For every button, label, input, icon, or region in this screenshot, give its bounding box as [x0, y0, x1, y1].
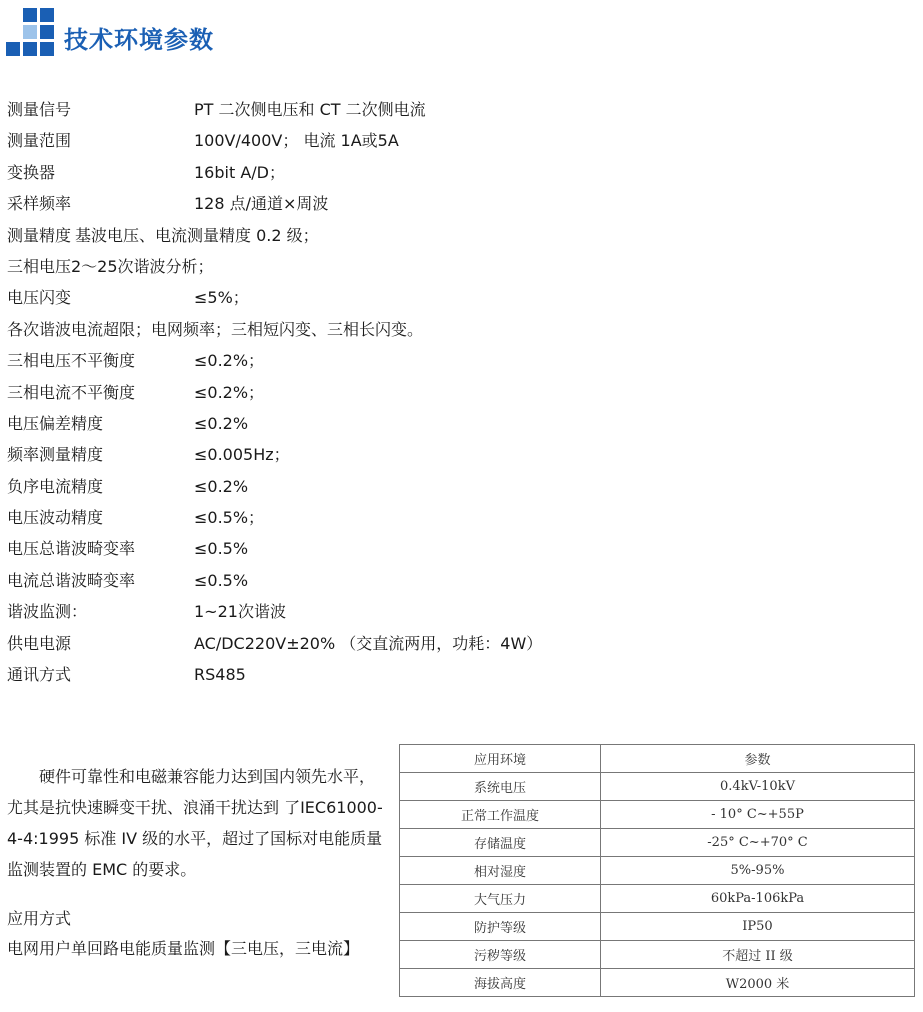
- table-row: [400, 857, 915, 885]
- spec-label: 电压波动精度: [7, 508, 104, 528]
- spec-value: 基波电压、电流测量精度 0.2 级；: [75, 225, 319, 245]
- spec-row: [7, 471, 907, 502]
- table-header-cell: 参数: [601, 745, 915, 773]
- spec-row: [7, 565, 907, 596]
- spec-label: 电压偏差精度: [7, 413, 104, 433]
- table-row: [400, 913, 915, 941]
- spec-row: [7, 377, 907, 408]
- env-name-cell: 相对湿度: [400, 857, 601, 885]
- spec-row: [7, 251, 907, 282]
- table-header-row: [400, 745, 915, 773]
- table-row: [400, 773, 915, 801]
- spec-label: 电压闪变: [7, 288, 72, 308]
- spec-row: [7, 282, 907, 313]
- spec-label: 采样频率: [7, 194, 72, 214]
- application-text: 电网用户单回路电能质量监测【三电压，三电流】: [7, 939, 360, 958]
- blue-squares-logo-icon: [6, 8, 54, 56]
- spec-label: 三相电压不平衡度: [7, 351, 136, 371]
- spec-label: 测量范围: [7, 131, 72, 151]
- description-paragraph: [7, 761, 387, 885]
- spec-row: [7, 188, 907, 219]
- spec-row: [7, 94, 907, 125]
- table-row: [400, 885, 915, 913]
- spec-label: 测量精度: [7, 225, 72, 245]
- env-value-cell: - 10° C~+55P: [601, 801, 915, 829]
- table-row: [400, 969, 915, 997]
- spec-label: 测量信号: [7, 100, 72, 119]
- env-value-cell: 不超过 II 级: [601, 941, 915, 969]
- env-name-cell: 正常工作温度: [400, 801, 601, 829]
- env-name-cell: 存储温度: [400, 829, 601, 857]
- description-text: 硬件可靠性和电磁兼容能力达到国内领先水平，尤其是抗快速瞬变干扰、浪涌干扰达到 了IEC61000-4-4:1995 标准 IV 级的水平，超过了国标对电能质量监测装置的 EMC 的要求。: [7, 767, 383, 879]
- spec-label: 频率测量精度: [7, 445, 104, 465]
- spec-row: [7, 659, 907, 690]
- spec-row: [7, 220, 907, 251]
- spec-row: [7, 533, 907, 564]
- spec-label: 电流总谐波畸变率: [7, 570, 136, 590]
- spec-row: [7, 157, 907, 188]
- env-name-cell: 防护等级: [400, 913, 601, 941]
- spec-row: [7, 125, 907, 156]
- spec-value: 128 点/通道×周波: [194, 194, 329, 214]
- table-row: [400, 801, 915, 829]
- spec-value: 1~21次谐波: [194, 602, 286, 622]
- env-value-cell: 5%-95%: [601, 857, 915, 885]
- table-row: [400, 829, 915, 857]
- page-title: 技术环境参数: [64, 26, 214, 54]
- spec-value: 100V/400V； 电流 1A或5A: [194, 131, 399, 151]
- table-header-cell: 应用环境: [400, 745, 601, 773]
- spec-row: [7, 345, 907, 376]
- spec-value: ≤0.2%: [194, 413, 249, 433]
- spec-label: 电压总谐波畸变率: [7, 539, 136, 559]
- spec-label: 谐波监测：: [7, 602, 88, 622]
- spec-row: [7, 439, 907, 470]
- spec-value: ≤0.2%；: [194, 382, 265, 402]
- env-value-cell: 60kPa-106kPa: [601, 885, 915, 913]
- spec-text: 各次谐波电流超限；电网频率；三相短闪变、三相长闪变。: [7, 319, 424, 339]
- spec-value: ≤0.5%: [194, 570, 249, 590]
- spec-value: ≤0.005Hz；: [194, 445, 290, 465]
- spec-label: 变换器: [7, 162, 56, 182]
- spec-value: ≤5%；: [194, 288, 249, 308]
- table-row: [400, 941, 915, 969]
- spec-text: 三相电压2～25次谐波分析；: [7, 256, 214, 276]
- application-heading: 应用方式: [7, 909, 72, 928]
- env-name-cell: 污秽等级: [400, 941, 601, 969]
- spec-row: [7, 596, 907, 627]
- environment-table: [399, 744, 915, 997]
- spec-value: ≤0.2%: [194, 476, 249, 496]
- spec-label: 通讯方式: [7, 665, 72, 685]
- spec-value: 16bit A/D；: [194, 162, 285, 182]
- env-value-cell: IP50: [601, 913, 915, 941]
- env-value-cell: W2000 米: [601, 969, 915, 997]
- spec-value: ≤0.2%；: [194, 351, 265, 371]
- env-value-cell: -25° C~+70° C: [601, 829, 915, 857]
- env-name-cell: 系统电压: [400, 773, 601, 801]
- spec-label: 三相电流不平衡度: [7, 382, 136, 402]
- spec-list: [7, 94, 907, 690]
- spec-row: [7, 628, 907, 659]
- spec-row: [7, 502, 907, 533]
- section-header: [6, 8, 406, 58]
- spec-label: 负序电流精度: [7, 476, 104, 496]
- spec-value: RS485: [194, 665, 246, 685]
- spec-value: ≤0.5%: [194, 539, 249, 559]
- spec-value: ≤0.5%；: [194, 508, 265, 528]
- spec-value: PT 二次侧电压和 CT 二次侧电流: [194, 100, 426, 119]
- env-value-cell: 0.4kV-10kV: [601, 773, 915, 801]
- spec-label: 供电电源: [7, 633, 72, 653]
- spec-value: AC/DC220V±20% （交直流两用，功耗：4W）: [194, 633, 543, 653]
- spec-row: [7, 408, 907, 439]
- spec-row: [7, 314, 907, 345]
- env-name-cell: 大气压力: [400, 885, 601, 913]
- env-name-cell: 海拔高度: [400, 969, 601, 997]
